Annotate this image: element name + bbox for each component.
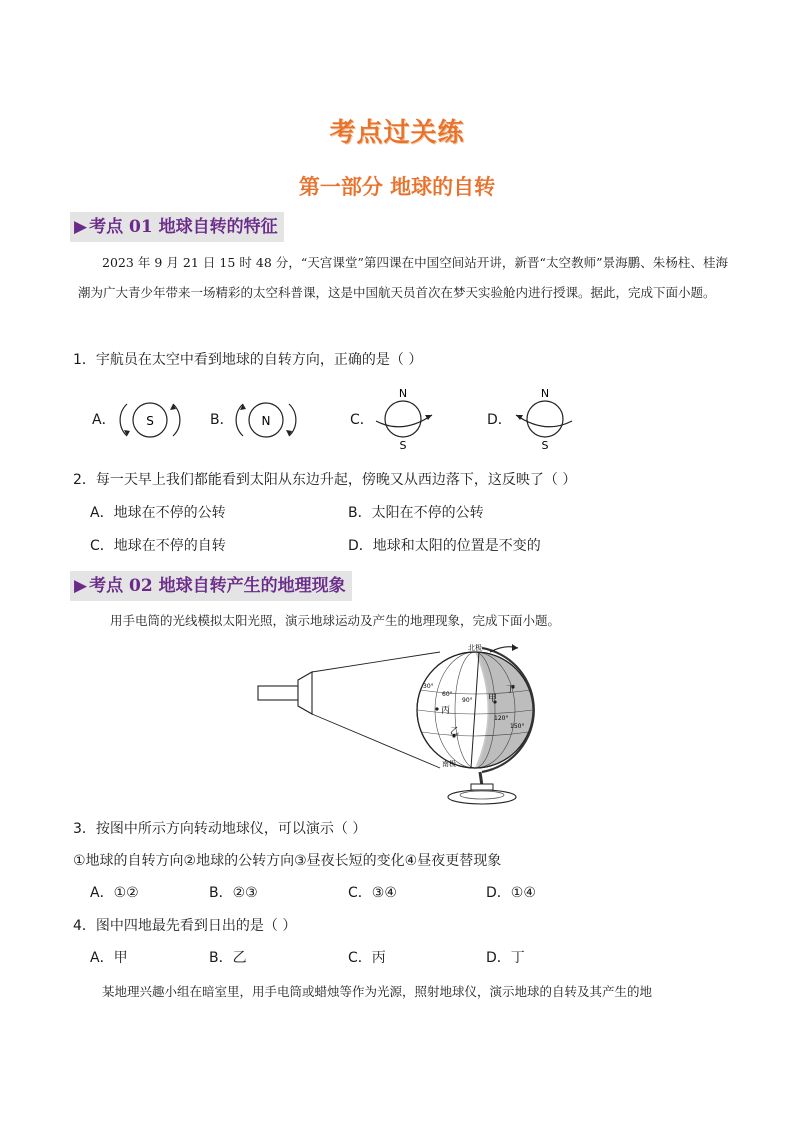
q2-option-b: B．太阳在不停的公转 — [348, 505, 484, 521]
degree-label-90: 90° — [462, 697, 473, 704]
q1-d-north-label: N — [540, 387, 550, 400]
section-heading-02 — [70, 571, 352, 601]
q3-option-a: A．①② — [90, 885, 139, 901]
q4-option-d: D．丁 — [486, 950, 525, 966]
rotation-arrow-icon — [512, 644, 518, 651]
q3-option-c: C．③④ — [348, 885, 397, 901]
q1-option-c-diagram — [370, 385, 440, 453]
q1-option-c-label: C． — [350, 412, 374, 428]
place-label-yi: 乙 — [450, 727, 460, 737]
q4-option-c: C．丙 — [348, 950, 386, 966]
q1-a-pole-label: S — [146, 414, 154, 428]
q1-c-north-label: N — [398, 387, 408, 400]
south-pole-label: 南极 — [442, 760, 456, 768]
section-label: 地球自转产生的地理现象 — [158, 576, 346, 596]
section-label-prefix: 考点 — [89, 576, 129, 596]
q2-option-d: D．地球和太阳的位置是不变的 — [348, 538, 541, 554]
question-1-stem: 1．宇航员在太空中看到地球的自转方向，正确的是（ ） — [73, 352, 423, 368]
q1-c-south-label: S — [399, 439, 407, 452]
question-3-stem: 3．按图中所示方向转动地球仪，可以演示（ ） — [73, 821, 367, 837]
page-title: 考点过关练 — [329, 118, 465, 148]
q1-d-south-label: S — [541, 439, 549, 452]
q1-option-a-diagram — [118, 396, 182, 444]
triangle-marker-icon: ▶ — [74, 576, 88, 596]
intro-paragraph-2: 用手电筒的光线模拟太阳光照，演示地球运动及产生的地理现象，完成下面小题。 — [110, 613, 561, 628]
triangle-marker-icon: ▶ — [74, 217, 88, 237]
section-heading-01 — [70, 212, 284, 242]
q1-option-b-diagram — [234, 396, 298, 444]
q2-option-a: A．地球在不停的公转 — [90, 505, 226, 521]
q1-option-d-diagram — [508, 385, 578, 453]
page-subtitle: 第一部分 地球的自转 — [298, 175, 496, 199]
q3-option-b: B．②③ — [209, 885, 258, 901]
globe-stand-base — [448, 790, 516, 804]
degree-label-150: 150° — [510, 723, 525, 730]
intro-paragraph-1: 2023 年 9 月 21 日 15 时 48 分，“天宫课堂”第四课在中国空间站开讲，新晋“太空教师”景海鹏、朱杨柱、桂海潮为广大青少年带来一场精彩的太空科普课，这是中国航天员首次在梦天实验舱内进行授课。据此，完成下面小题。 — [78, 255, 728, 300]
q1-b-pole-label: N — [261, 414, 271, 428]
q1-option-b-label: B． — [210, 412, 234, 428]
section-number: 01 — [129, 217, 153, 237]
q2-option-c: C．地球在不停的自转 — [90, 538, 226, 554]
flashlight-globe-figure — [250, 640, 550, 810]
place-label-bing: 丙 — [441, 706, 451, 716]
q4-option-b: B．乙 — [209, 950, 247, 966]
flashlight-head — [298, 672, 312, 714]
degree-label-60: 60° — [442, 691, 453, 698]
q3-option-d: D．①④ — [486, 885, 536, 901]
section-label-prefix: 考点 — [89, 217, 129, 237]
q1-option-d-label: D． — [487, 412, 512, 428]
q4-option-a: A．甲 — [90, 950, 128, 966]
section-label: 地球自转的特征 — [158, 217, 278, 237]
globe-stand-neck — [471, 784, 493, 790]
question-4-stem: 4．图中四地最先看到日出的是（ ） — [73, 918, 297, 934]
degree-label-120: 120° — [494, 715, 509, 722]
flashlight-handle — [258, 686, 298, 700]
q1-option-a-label: A． — [92, 412, 116, 428]
question-2-stem: 2．每一天早上我们都能看到太阳从东边升起，傍晚又从西边落下，这反映了（ ） — [73, 472, 577, 488]
place-label-jia: 甲 — [488, 694, 498, 704]
globe — [417, 644, 534, 772]
north-pole-label: 北极 — [468, 644, 482, 652]
intro-paragraph-3: 某地理兴趣小组在暗室里，用手电筒或蜡烛等作为光源，照射地球仪，演示地球的自转及其产生的地 — [102, 984, 653, 999]
question-3-items: ①地球的自转方向②地球的公转方向③昼夜长短的变化④昼夜更替现象 — [73, 853, 502, 869]
degree-label-30: 30° — [423, 683, 434, 690]
place-label-ding: 丁 — [506, 685, 516, 695]
section-number: 02 — [129, 576, 153, 596]
